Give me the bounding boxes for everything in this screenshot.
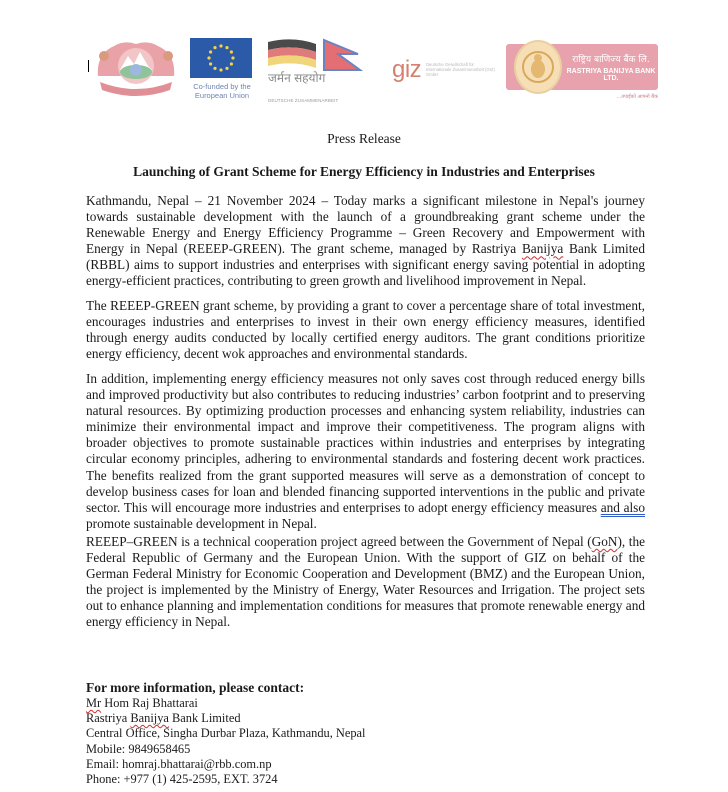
logo-strip	[84, 34, 664, 104]
german-nepal-flag-icon	[268, 38, 378, 72]
rbb-title-english: RASTRIYA BANIJYA BANK LTD.	[566, 68, 656, 82]
german-cooperation-subcaption: DEUTSCHE ZUSAMMENARBEIT	[268, 98, 339, 103]
giz-fulltext: Deutsche Gesellschaft für Internationale Zusammenarbeit (GIZ) GmbH	[426, 62, 495, 77]
contact-email: Email: homraj.bhattarai@rbb.com.np	[86, 756, 272, 771]
paragraph-intro	[86, 193, 645, 290]
rbb-seal-icon	[514, 40, 562, 94]
nepal-emblem-icon	[90, 36, 182, 100]
paragraph-grant-scheme: The REEEP-GREEN grant scheme, by providing a grant to cover a percentage share of total investment, encourages industries and enterprises to invest in their own energy efficiency measures, identified through energy audits conducted by locally certified energy auditors. The grant conditions prioritize energy efficiency, decent wok approaches and environmental standards.	[86, 298, 645, 362]
paragraph-text: Kathmandu, Nepal – 21 November 2024 – Today marks a significant milestone in Nepal's journey towards sustainable development with the launch of a groundbreaking grant scheme under the Renewable Energy and Energy Efficiency Programme – Green Recovery and Empowerment with Energy in Nepal (REEEP-GREEN). The grant scheme, managed by Rastriya	[86, 193, 645, 257]
document-body	[86, 193, 645, 639]
paragraph-text: Bank Limited (RBBL) aims to support industries and enterprises with significant energy saving potential in adopting energy-efficient practices, contributing to green growth and livelihood improvement in Nepal.	[86, 241, 645, 289]
spellcheck-word: GoN	[591, 533, 618, 549]
contact-org-text: Rastriya	[86, 711, 131, 726]
spellcheck-word: Banijya	[521, 241, 564, 257]
german-cooperation-caption: जर्मन सहयोग	[268, 71, 326, 85]
contact-mobile: Mobile: 9849658465	[86, 741, 191, 756]
paragraph-text: promote sustainable development in Nepal.	[86, 515, 317, 531]
eu-flag-icon	[190, 38, 252, 78]
rbb-logo	[506, 40, 658, 102]
giz-logo	[392, 52, 496, 92]
paragraph-text: REEEP–GREEN is a technical cooperation project agreed between the Government of Nepal (	[86, 533, 592, 549]
contact-heading: For more information, please contact:	[86, 680, 305, 695]
eu-logo	[190, 38, 258, 104]
giz-mark: giz	[392, 56, 422, 83]
spellcheck-word: Banijya	[130, 711, 169, 726]
grammar-flag: and also	[600, 499, 646, 515]
contact-organization	[86, 711, 645, 726]
contact-block	[86, 680, 645, 787]
document-type: Press Release	[327, 131, 401, 146]
contact-org-text: Bank Limited	[168, 711, 241, 726]
contact-name	[86, 696, 645, 711]
paragraph-text: ), the Federal Republic of Germany and the European Union. With the support of GIZ on behalf of the German Federal Ministry for Economic Cooperation and Development (BMZ) and the European Union, the project is implemented by the Ministry of Energy, Water Resources and Irrigation. The project sets out to enhance planning and implementation conditions for measures that promote renewable energy and energy efficiency in Nepal.	[86, 533, 645, 630]
paragraph-text: In addition, implementing energy efficiency measures not only saves cost through reduced energy bills and improved productivity but also contributes to reducing industries’ carbon footprint and to preserving natural resources. By optimizing production processes and enhancing system reliability, industries can minimize their environmental impact and improve their competitiveness. The program aligns with broader objectives to promote sustainable practices within industries and enterprises by integrating circular economy principles, adhering to environmental standards and fostering decent work practices. The benefits realized from the grant supported measures will serve as a demonstration of concept to develop business cases for loan and blended financing supported interventions in the public and private sector. This will encourage more industries and enterprises to adopt energy efficiency measures	[86, 370, 645, 515]
german-cooperation-logo	[268, 38, 378, 104]
contact-name-text: Hom Raj Bhattarai	[101, 696, 198, 710]
contact-address: Central Office, Singha Durbar Plaza, Kathmandu, Nepal	[86, 726, 366, 741]
contact-phone: Phone: +977 (1) 425-2595, EXT. 3724	[86, 772, 278, 787]
rbb-tagline: ...तपाईंको आफ्नो बैंक	[616, 94, 658, 100]
spellcheck-word: Mr	[86, 696, 102, 710]
nepal-government-emblem	[90, 36, 182, 100]
paragraph-benefits	[86, 371, 645, 532]
eu-caption: Co-funded by the European Union	[193, 82, 251, 100]
paragraph-about-project	[86, 534, 645, 631]
document-title: Launching of Grant Scheme for Energy Efficiency in Industries and Enterprises	[133, 164, 595, 179]
rbb-title-nepali: राष्ट्रिय बाणिज्य बैंक लि.	[572, 55, 650, 65]
